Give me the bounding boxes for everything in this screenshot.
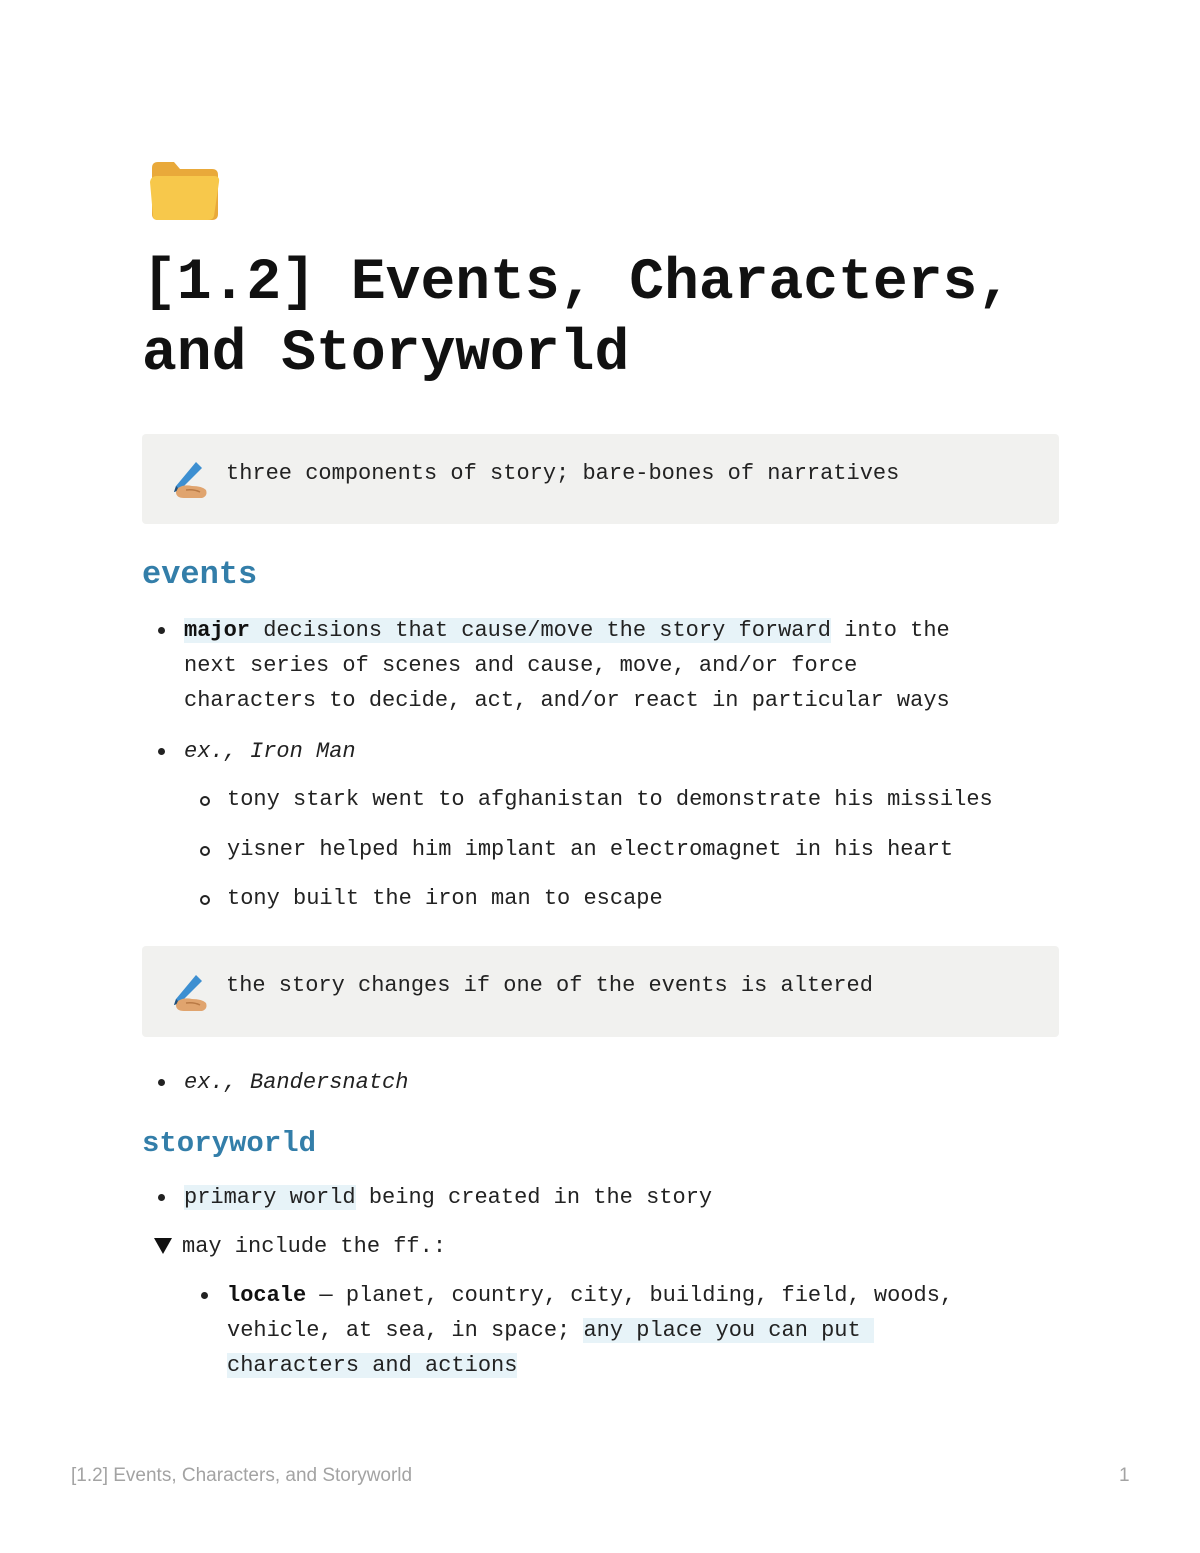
list-item-locale-line2 bbox=[227, 1313, 874, 1348]
text-primary-world-rest: being created in the story bbox=[355, 1185, 713, 1210]
sub-list-item: tony built the iron man to escape bbox=[227, 886, 663, 911]
bullet-dot bbox=[158, 1194, 165, 1201]
title-line-1: [1.2] Events, Characters, bbox=[142, 251, 1013, 316]
list-item-major-line3: characters to decide, act, and/or react in particular ways bbox=[184, 688, 950, 713]
text-iron-man: ex., Iron Man bbox=[184, 739, 356, 764]
list-item-locale-line3 bbox=[227, 1348, 517, 1383]
folder-icon bbox=[148, 158, 222, 224]
sub-bullet-ring bbox=[200, 846, 210, 856]
title-line-2: and Storyworld bbox=[142, 322, 630, 387]
sub-bullet-ring bbox=[200, 895, 210, 905]
toggle-label[interactable]: may include the ff.: bbox=[182, 1234, 447, 1259]
sub-bullet-ring bbox=[200, 796, 210, 806]
text-bandersnatch: ex., Bandersnatch bbox=[184, 1070, 409, 1095]
writing-hand-icon bbox=[166, 971, 210, 1015]
bullet-dot bbox=[158, 1079, 165, 1086]
heading-events: events bbox=[142, 556, 258, 593]
list-item-locale-line1 bbox=[227, 1278, 953, 1313]
text-primary-world: primary world bbox=[184, 1185, 356, 1210]
bullet-dot bbox=[158, 748, 165, 755]
list-item-iron-man bbox=[184, 734, 356, 769]
footer-title: [1.2] Events, Characters, and Storyworld bbox=[71, 1465, 413, 1486]
text-major: major bbox=[184, 618, 251, 643]
callout-events-altered bbox=[142, 946, 1059, 1037]
callout-components bbox=[142, 434, 1059, 524]
footer-page-number: 1 bbox=[1119, 1465, 1130, 1486]
heading-storyworld: storyworld bbox=[142, 1127, 317, 1160]
callout-text: the story changes if one of the events is altered bbox=[226, 973, 873, 998]
writing-hand-icon bbox=[166, 458, 210, 502]
list-item-bandersnatch bbox=[184, 1065, 408, 1100]
bullet-dot bbox=[201, 1292, 208, 1299]
list-item-primary-world bbox=[184, 1180, 712, 1215]
sub-list-item: tony stark went to afghanistan to demonstrate his missiles bbox=[227, 787, 993, 812]
text-locale-line2: vehicle, at sea, in space; bbox=[227, 1318, 584, 1343]
text-locale-rest: — planet, country, city, building, field, woods, bbox=[306, 1283, 954, 1308]
bullet-dot bbox=[158, 627, 165, 634]
toggle-triangle-icon[interactable] bbox=[154, 1238, 172, 1254]
text-major-highlight: decisions that cause/move the story forward bbox=[250, 618, 831, 643]
text-major-rest: into the bbox=[830, 618, 950, 643]
list-item-major-line2: next series of scenes and cause, move, and/or force bbox=[184, 653, 858, 678]
text-locale-line3-highlight: characters and actions bbox=[227, 1353, 518, 1378]
sub-list-item: yisner helped him implant an electromagnet in his heart bbox=[227, 837, 954, 862]
list-item-major-line1 bbox=[184, 613, 950, 648]
text-locale-line2-highlight: any place you can put bbox=[583, 1318, 874, 1343]
callout-text: three components of story; bare-bones of narratives bbox=[226, 461, 900, 486]
page-title bbox=[142, 248, 1059, 390]
text-locale: locale bbox=[227, 1283, 307, 1308]
